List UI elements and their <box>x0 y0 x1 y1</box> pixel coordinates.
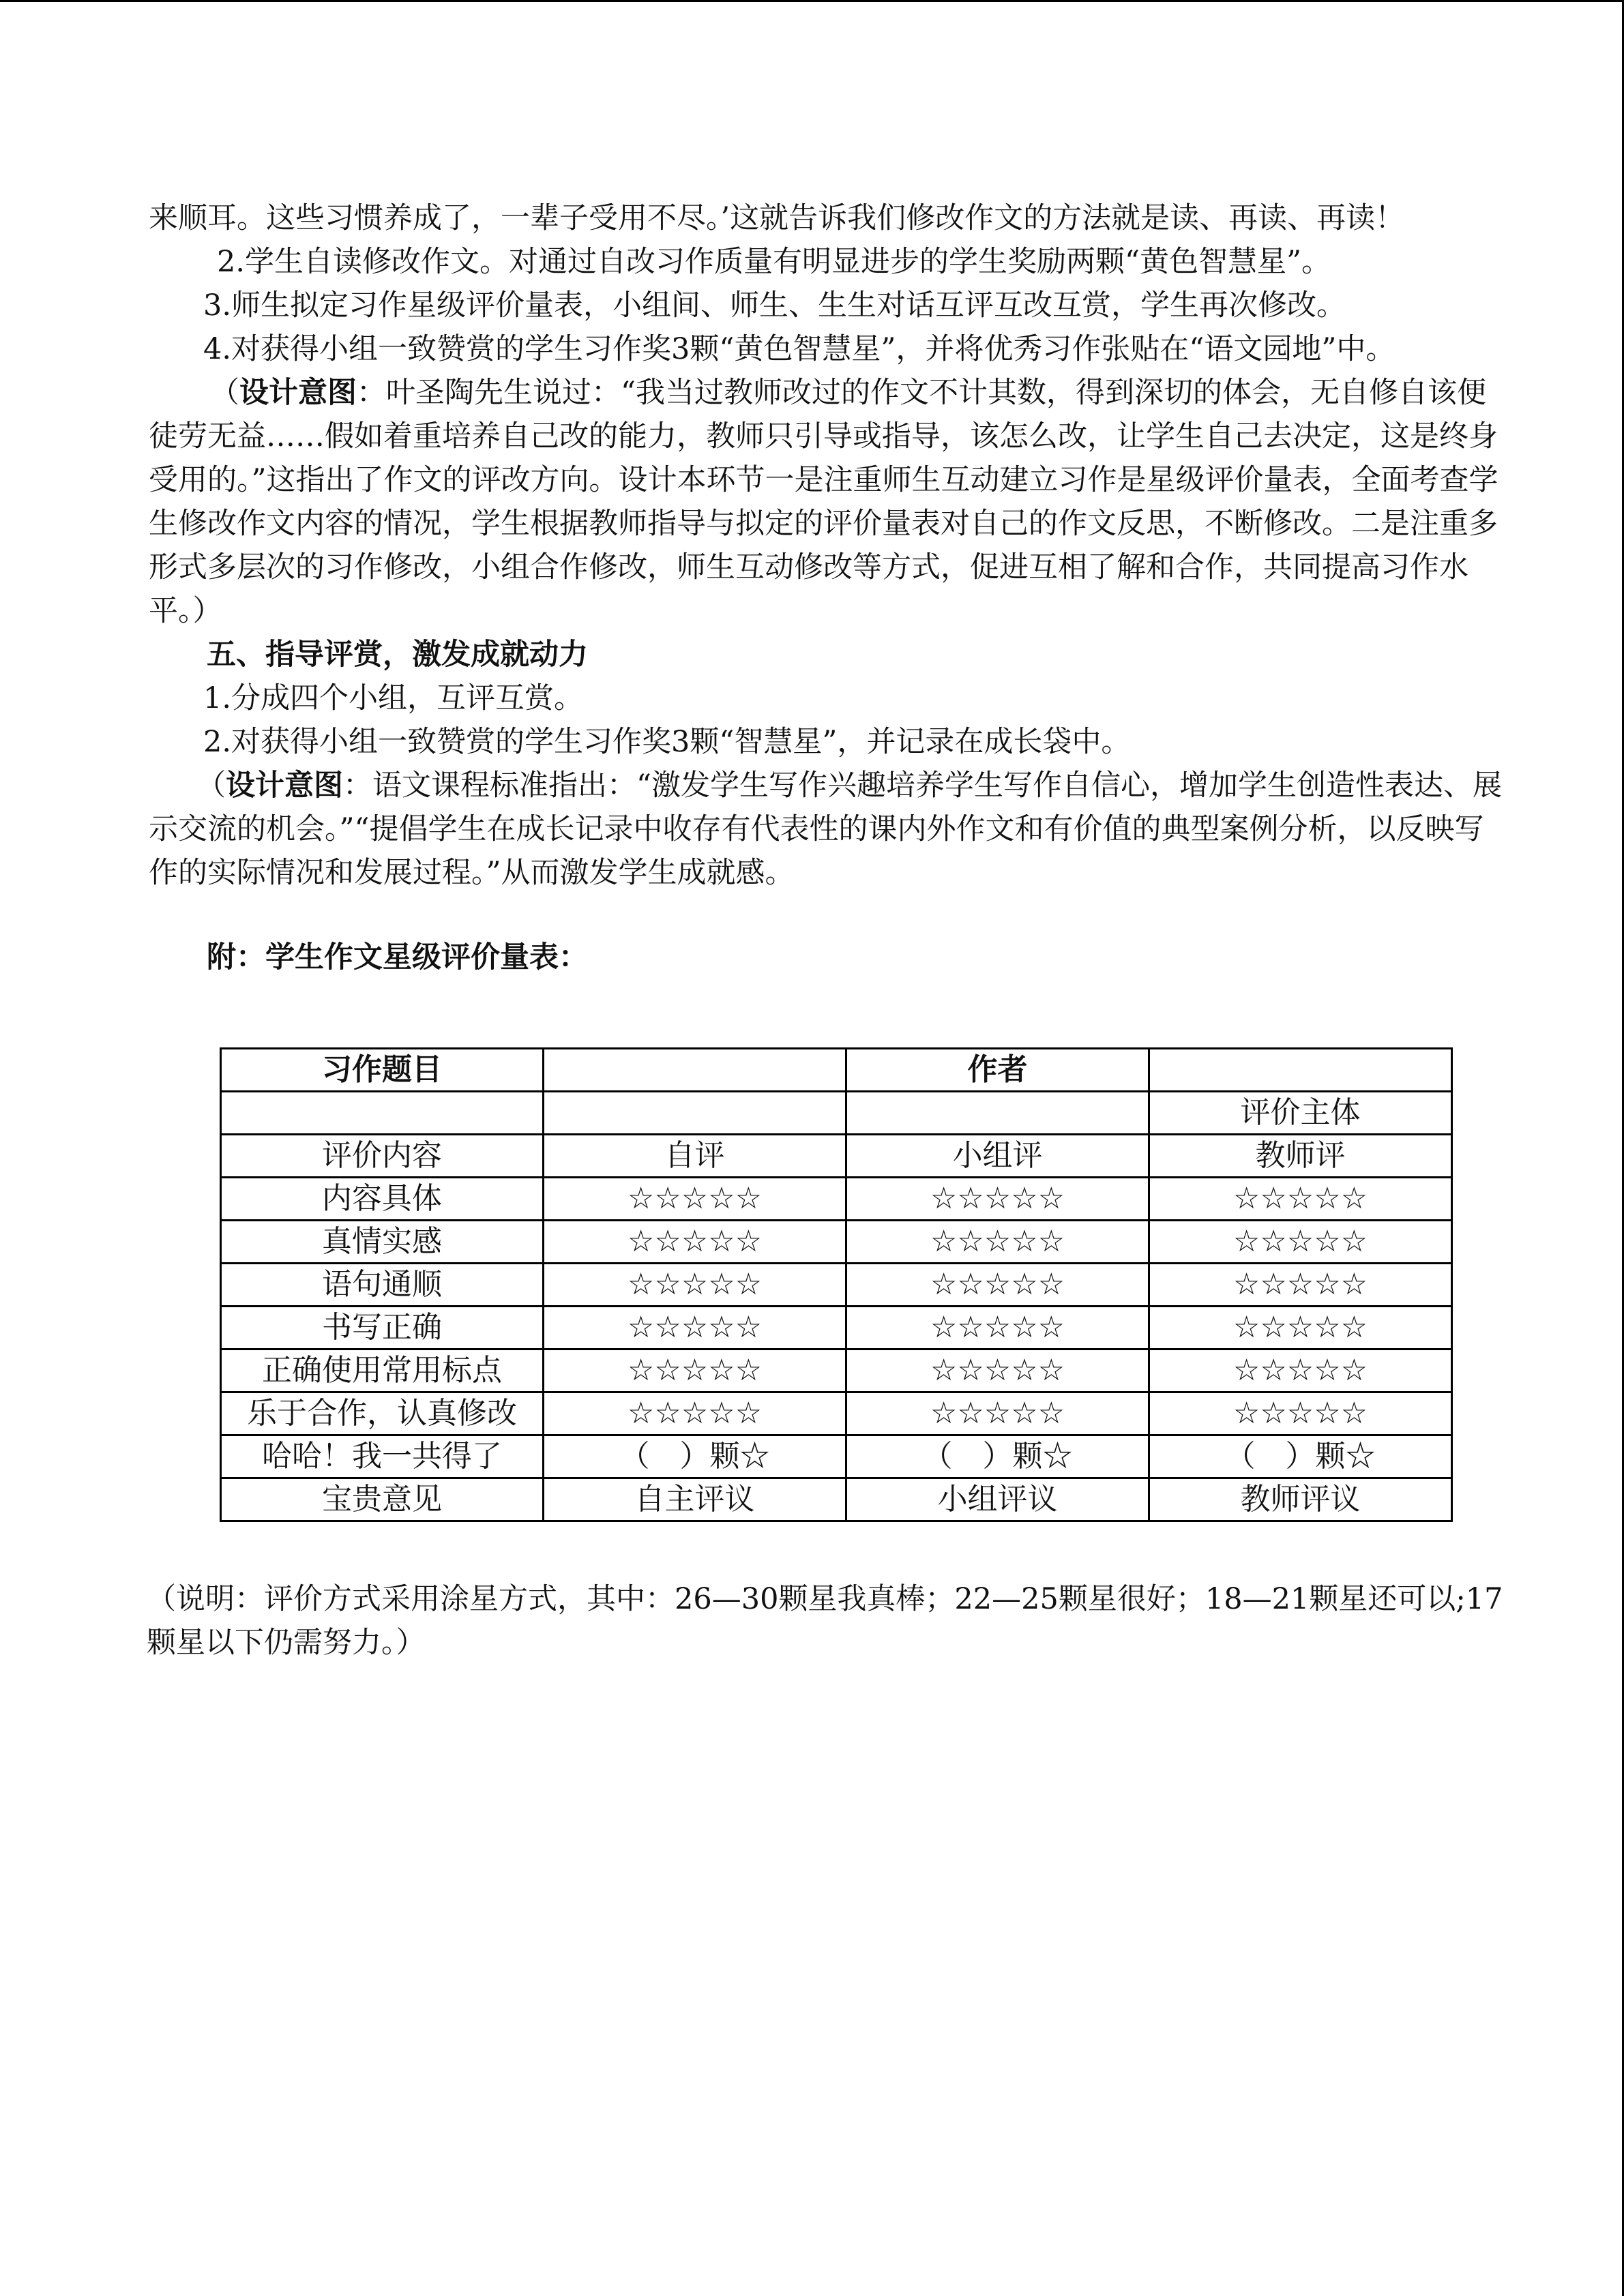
teacher-rating-cell: ☆☆☆☆☆ <box>1149 1307 1452 1350</box>
design-intent-1-label: 设计意图 <box>239 376 357 410</box>
teacher-rating-cell: （ ）颗☆ <box>1149 1435 1452 1478</box>
design-intent-1 <box>149 371 1506 633</box>
design-intent-1-open: （ <box>210 376 239 410</box>
criterion-cell: 哈哈！我一共得了 <box>221 1435 544 1478</box>
criterion-cell: 书写正确 <box>221 1307 544 1350</box>
table-row <box>221 1392 1452 1435</box>
page-top-border <box>0 0 1624 2</box>
empty-cell <box>544 1092 846 1135</box>
author-label-cell: 作者 <box>846 1049 1149 1092</box>
criterion-cell: 正确使用常用标点 <box>221 1350 544 1392</box>
teacher-rating-cell: ☆☆☆☆☆ <box>1149 1221 1452 1264</box>
column-header: 教师评 <box>1149 1135 1452 1178</box>
self-rating-cell: ☆☆☆☆☆ <box>544 1307 846 1350</box>
paragraph-3: 3.师生拟定习作星级评价量表，小组间、师生、生生对话互评互改互赏，学生再次修改。 <box>203 288 1346 323</box>
author-value-cell <box>1149 1049 1452 1092</box>
design-intent-2-text: ：语文课程标准指出：“激发学生写作兴趣培养学生写作自信心，增加学生创造性表达、展示交流的机会。”“提倡学生在成长记录中收存有代表性的课内外作文和有价值的典型案例分析，以反映写作的实际情况和发展过程。”从而激发学生成就感。 <box>149 769 1502 890</box>
group-rating-cell: ☆☆☆☆☆ <box>846 1307 1149 1350</box>
teacher-rating-cell: ☆☆☆☆☆ <box>1149 1264 1452 1307</box>
design-intent-2 <box>149 764 1506 895</box>
table-row <box>221 1178 1452 1221</box>
self-rating-cell: ☆☆☆☆☆ <box>544 1350 846 1392</box>
table-row <box>221 1307 1452 1350</box>
column-header: 评价内容 <box>221 1135 544 1178</box>
table-columns-row <box>221 1135 1452 1178</box>
paragraph-4: 4.对获得小组一致赞赏的学生习作奖3颗“黄色智慧星”，并将优秀习作张贴在“语文园地”中。 <box>203 332 1396 366</box>
evaluation-note: （说明：评价方式采用涂星方式，其中：26—30颗星我真棒；22—25颗星很好；18—21颗星还可以;17颗星以下仍需努力。） <box>147 1582 1503 1660</box>
teacher-rating-cell: ☆☆☆☆☆ <box>1149 1392 1452 1435</box>
group-rating-cell: ☆☆☆☆☆ <box>846 1392 1149 1435</box>
paragraph-2: 2.学生自读修改作文。对通过自改习作质量有明显进步的学生奖励两颗“黄色智慧星”。 <box>217 245 1331 279</box>
body-text <box>149 196 1506 979</box>
group-rating-cell: 小组评议 <box>846 1478 1149 1521</box>
evaluation-table <box>220 1047 1453 1522</box>
teacher-rating-cell: ☆☆☆☆☆ <box>1149 1178 1452 1221</box>
group-rating-cell: ☆☆☆☆☆ <box>846 1221 1149 1264</box>
topic-label-cell: 习作题目 <box>221 1049 544 1092</box>
group-rating-cell: ☆☆☆☆☆ <box>846 1178 1149 1221</box>
table-header-row <box>221 1049 1452 1092</box>
criterion-cell: 乐于合作，认真修改 <box>221 1392 544 1435</box>
table-row <box>221 1221 1452 1264</box>
table-title: 附：学生作文星级评价量表： <box>207 940 588 974</box>
empty-cell <box>221 1092 544 1135</box>
table-row <box>221 1350 1452 1392</box>
self-rating-cell: 自主评议 <box>544 1478 846 1521</box>
table-row <box>221 1435 1452 1478</box>
teacher-rating-cell: 教师评议 <box>1149 1478 1452 1521</box>
criterion-cell: 语句通顺 <box>221 1264 544 1307</box>
section-heading-5: 五、指导评赏，激发成就动力 <box>207 638 588 672</box>
teacher-rating-cell: ☆☆☆☆☆ <box>1149 1350 1452 1392</box>
criterion-cell: 内容具体 <box>221 1178 544 1221</box>
group-rating-cell: ☆☆☆☆☆ <box>846 1264 1149 1307</box>
paragraph-1: 来顺耳。这些习惯养成了，一辈子受用不尽。’这就告诉我们修改作文的方法就是读、再读、再读！ <box>149 201 1405 235</box>
self-rating-cell: ☆☆☆☆☆ <box>544 1178 846 1221</box>
design-intent-1-text: ：叶圣陶先生说过：“我当过教师改过的作文不计其数，得到深切的体会，无自修自该便徒劳无益……假如着重培养自己改的能力，教师只引导或指导，该怎么改，让学生自己去决定，这是终身受用的。”这指出了作文的评改方向。设计本环节一是注重师生互动建立习作是星级评价量表，全面考查学生修改作文内容的情况，学生根据教师指导与拟定的评价量表对自己的作文反思，不断修改。二是注重多形式多层次的习作修改，小组合作修改，师生互动修改等方式，促进互相了解和合作，共同提高习作水平。） <box>149 376 1498 628</box>
design-intent-2-open: （ <box>196 769 226 803</box>
paragraph-7: 2.对获得小组一致赞赏的学生习作奖3颗“智慧星”，并记录在成长袋中。 <box>203 725 1131 759</box>
group-rating-cell: （ ）颗☆ <box>846 1435 1149 1478</box>
group-rating-cell: ☆☆☆☆☆ <box>846 1350 1149 1392</box>
self-rating-cell: ☆☆☆☆☆ <box>544 1221 846 1264</box>
table-row <box>221 1264 1452 1307</box>
column-header: 自评 <box>544 1135 846 1178</box>
criterion-cell: 真情实感 <box>221 1221 544 1264</box>
self-rating-cell: （ ）颗☆ <box>544 1435 846 1478</box>
criterion-cell: 宝贵意见 <box>221 1478 544 1521</box>
paragraph-6: 1.分成四个小组，互评互赏。 <box>203 681 584 715</box>
self-rating-cell: ☆☆☆☆☆ <box>544 1392 846 1435</box>
table-row <box>221 1478 1452 1521</box>
self-rating-cell: ☆☆☆☆☆ <box>544 1264 846 1307</box>
empty-cell <box>846 1092 1149 1135</box>
table-subject-row <box>221 1092 1452 1135</box>
design-intent-2-label: 设计意图 <box>226 769 343 803</box>
column-header: 小组评 <box>846 1135 1149 1178</box>
subject-label-cell: 评价主体 <box>1149 1092 1452 1135</box>
topic-value-cell <box>544 1049 846 1092</box>
